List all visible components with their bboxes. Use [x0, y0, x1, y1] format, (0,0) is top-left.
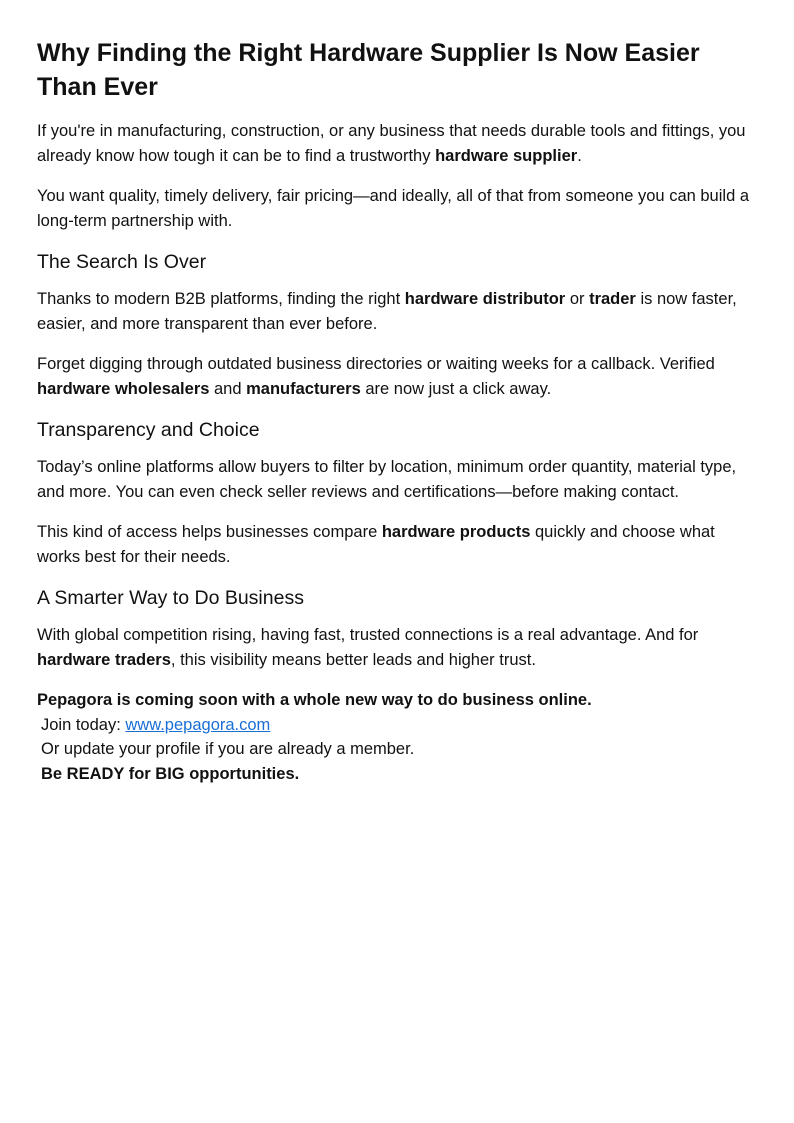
article-title: Why Finding the Right Hardware Supplier Is Now Easier Than Ever [37, 39, 700, 101]
keyword-manufacturers: manufacturers [246, 379, 361, 398]
keyword-trader: trader [589, 290, 636, 308]
cta-join-label: Join today: [41, 715, 126, 734]
paragraph-text: and [209, 379, 247, 398]
paragraph-text: Thanks to modern B2B platforms, finding the right [37, 290, 405, 308]
cta-join-line [37, 713, 754, 738]
transparency-paragraph-1: Today’s online platforms allow buyers to filter by location, minimum order quantity, material type, and more. You can even check seller reviews and certifications—before making contact. [37, 458, 737, 501]
cta-announcement: Pepagora is coming soon with a whole new way to do business online. [37, 691, 592, 709]
section-heading-smarter-way: A Smarter Way to Do Business [37, 587, 304, 609]
paragraph-text: With global competition rising, having fast, trusted connections is a real advantage. And for [37, 626, 699, 644]
search-paragraph-2 [37, 352, 754, 401]
section-heading-transparency: Transparency and Choice [37, 419, 260, 441]
paragraph-text: quickly and choose what works best for their needs. [37, 523, 715, 566]
call-to-action [37, 688, 754, 786]
keyword-hardware-products: hardware products [381, 523, 531, 541]
paragraph-text: This kind of access helps businesses compare [37, 523, 382, 541]
intro-text: If you're in manufacturing, construction, or any business that needs durable tools and fittings, you already know how tough it can be to find a trustworthy [37, 122, 746, 165]
paragraph-text: , this visibility means better leads and higher trust. [170, 650, 536, 669]
intro-paragraph-2: You want quality, timely delivery, fair pricing—and ideally, all of that from someone you can build a long-term partnership with. [37, 187, 750, 230]
pepagora-link[interactable]: www.pepagora.com [125, 715, 271, 734]
keyword-hardware-traders: hardware traders [37, 650, 171, 669]
paragraph-text: or [565, 290, 590, 308]
intro-paragraph-1 [37, 119, 754, 168]
cta-be-ready: Be READY for BIG opportunities. [41, 764, 300, 783]
transparency-paragraph-2 [37, 520, 754, 569]
keyword-hardware-distributor: hardware distributor [404, 290, 566, 308]
cta-update-profile: Or update your profile if you are already a member. [41, 740, 415, 758]
keyword-hardware-supplier: hardware supplier [435, 146, 578, 165]
intro-text-end: . [577, 146, 582, 165]
paragraph-text: is now faster, easier, and more transparent than ever before. [37, 290, 737, 333]
keyword-hardware-wholesalers: hardware wholesalers [37, 379, 210, 398]
smarter-way-paragraph [37, 623, 754, 672]
section-heading-search: The Search Is Over [37, 251, 207, 273]
paragraph-text: are now just a click away. [360, 379, 552, 398]
search-paragraph-1 [37, 287, 754, 336]
paragraph-text: Forget digging through outdated business directories or waiting weeks for a callback. Verified [37, 355, 715, 373]
